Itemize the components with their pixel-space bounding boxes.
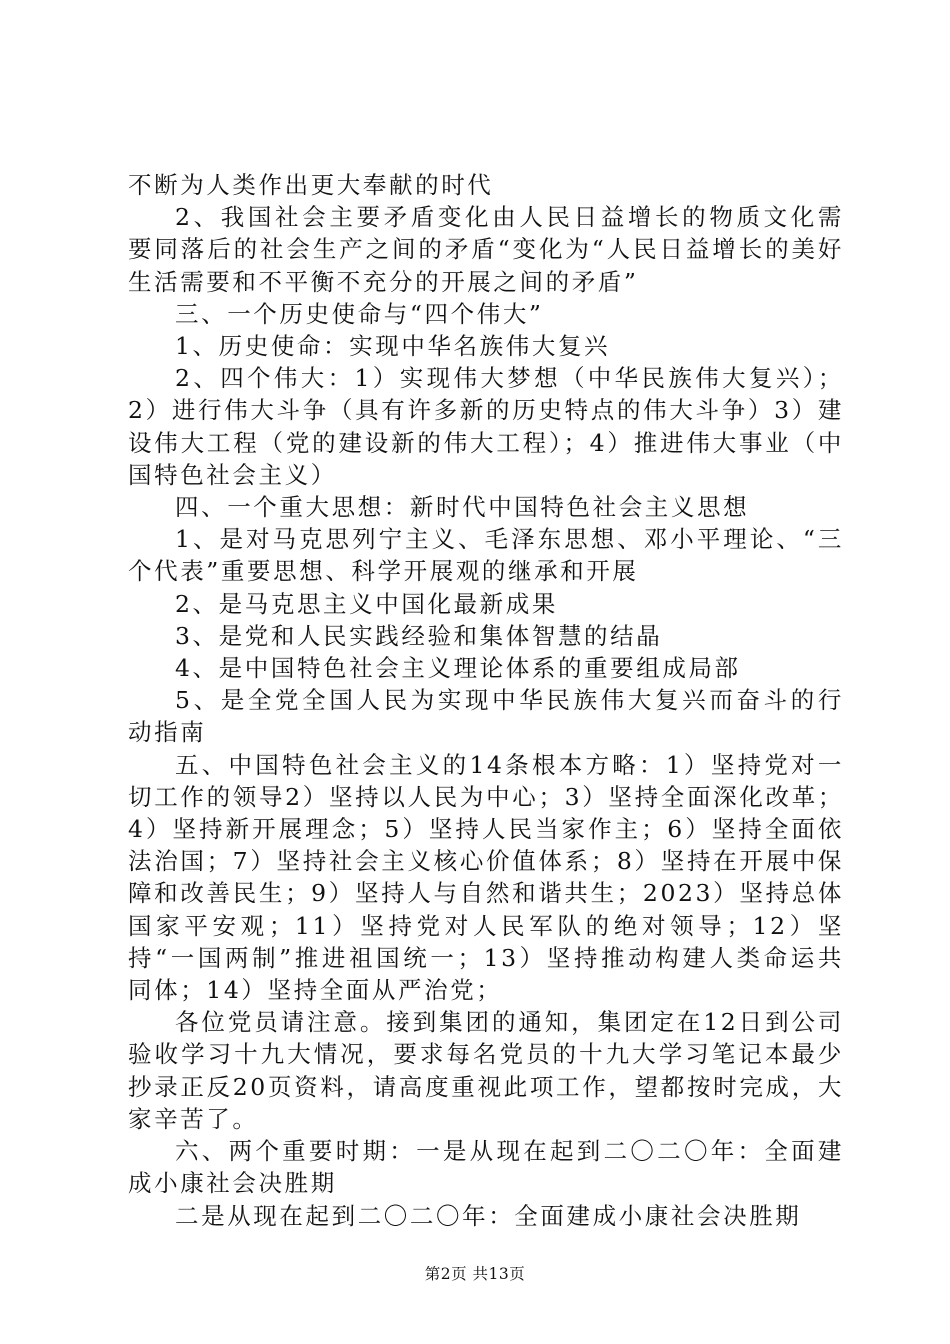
paragraph: 不断为人类作出更大奉献的时代 [128,171,494,199]
paragraph: 3、是党和人民实践经验和集体智慧的结晶 [175,621,663,650]
paragraph: 4、是中国特色社会主义理论体系的重要组成局部 [175,654,741,683]
paragraph: 2、我国社会主要矛盾变化由人民日益增长的物质文化需要同落后的社会生产之间的矛盾“变化为“人民日益增长的美好生活需要和不平衡不充分的开展之间的矛盾” [128,203,844,296]
section-heading: 四、一个重大思想：新时代中国特色社会主义思想 [175,493,750,522]
section-heading: 三、一个历史使命与“四个伟大” [175,299,544,328]
document-body [128,169,844,1232]
paragraph: 2、是马克思主义中国化最新成果 [175,589,558,618]
paragraph: 1、历史使命：实现中华名族伟大复兴 [175,332,611,361]
section-heading: 六、两个重要时期：一是从现在起到二〇二〇年：全面建成小康社会决胜期 [128,1137,844,1198]
page-footer: 第2页 共13页 [424,1265,526,1283]
notice-paragraph: 各位党员请注意。接到集团的通知，集团定在12日到公司验收学习十九大情况，要求每名党员的十九大学习笔记本最少抄录正反20页资料，请高度重视此项工作，望都按时完成，大家辛苦了。 [128,1008,844,1133]
paragraph: 5、是全党全国人民为实现中华民族伟大复兴而奋斗的行动指南 [128,686,844,747]
paragraph: 2、四个伟大：1）实现伟大梦想（中华民族伟大复兴）；2）进行伟大斗争（具有许多新的历史特点的伟大斗争）3）建设伟大工程（党的建设新的伟大工程）；4）推进伟大事业（中国特色社会主义） [128,364,844,489]
paragraph: 1、是对马克思列宁主义、毛泽东思想、邓小平理论、“三个代表”重要思想、科学开展观的继承和开展 [128,525,844,586]
paragraph: 二是从现在起到二〇二〇年：全面建成小康社会决胜期 [175,1201,802,1230]
section-heading: 五、中国特色社会主义的14条根本方略：1）坚持党对一切工作的领导2）坚持以人民为中心；3）坚持全面深化改革；4）坚持新开展理念；5）坚持人民当家作主；6）坚持全面依法治国；7）坚持社会主义核心价值体系；8）坚持在开展中保障和改善民生；9）坚持人与自然和谐共生；2023）坚持总体国家平安观；11）坚持党对人民军队的绝对领导；12）坚持“一国两制”推进祖国统一；13）坚持推动构建人类命运共同体；14）坚持全面从严治党； [128,750,844,1005]
